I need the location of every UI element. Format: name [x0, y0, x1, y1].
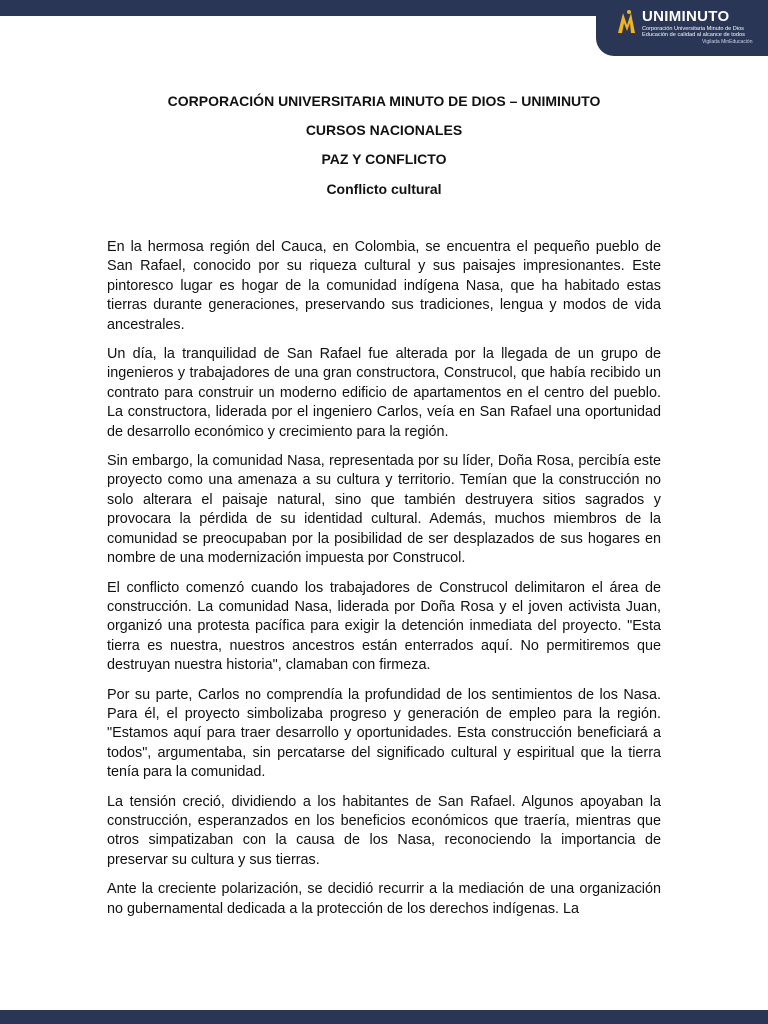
- paragraph: Ante la creciente polarización, se decidió recurrir a la mediación de una organización no gubernamental dedicada a la protección de los derechos indígenas. La: [107, 881, 661, 917]
- heading-institution: CORPORACIÓN UNIVERSITARIA MINUTO DE DIOS – UNIMINUTO: [167, 93, 601, 109]
- paragraph: Por su parte, Carlos no comprendía la profundidad de los sentimientos de los Nasa. Para él, el proyecto simbolizaba progreso y generación de empleo para la región. "Estamos aquí para traer desarrollo y oportunidades. Esta construcción beneficiará a todos", argumentaba, sin percatarse del significado cultural y espiritual que la tierra tenía para la comunidad.: [107, 686, 661, 781]
- paragraph: El conflicto comenzó cuando los trabajadores de Construcol delimitaron el área de construcción. La comunidad Nasa, liderada por Doña Rosa y el joven activista Juan, organizó una protesta pacífica para exigir la detención inmediata del proyecto. "Esta tierra es nuestra, nuestros ancestros están enterrados aquí. No permitiremos que destruyan nuestra historia", clamaban con firmeza.: [107, 579, 661, 674]
- uniminuto-logo-icon: [618, 9, 640, 35]
- heading-program: CURSOS NACIONALES: [305, 122, 463, 138]
- logo-tagline-3: Vigilada MinEducación: [702, 39, 753, 45]
- logo-tagline-1: Corporación Universitaria Minuto de Dios: [642, 26, 744, 32]
- logo-wordmark: UNIMINUTO: [642, 8, 730, 25]
- paragraph: La tensión creció, dividiendo a los habitantes de San Rafael. Algunos apoyaban la construcción, esperanzados en los beneficios económicos que traería, mientras que otros simpatizaban con la causa de los Nasa, reconociendo la importancia de preservar su cultura y sus tierras.: [107, 793, 661, 868]
- paragraph: Un día, la tranquilidad de San Rafael fue alterada por la llegada de un grupo de ingenieros y trabajadores de una gran constructora, Construcol, que había recibido un contrato para construir un moderno edificio de apartamentos en el centro del pueblo. La constructora, liderada por el ingeniero Carlos, veía en San Rafael una oportunidad de desarrollo económico y crecimiento para la región.: [107, 346, 661, 440]
- heading-course: PAZ Y CONFLICTO: [321, 151, 447, 167]
- heading-topic: Conflicto cultural: [326, 181, 442, 197]
- paragraph: Sin embargo, la comunidad Nasa, representada por su líder, Doña Rosa, percibía este proyecto como una amenaza a su cultura y territorio. Temían que la construcción no solo alterara el paisaje natural, sino que también destruyera sitios sagrados y provocara la pérdida de su identidad cultural. Además, muchos miembros de la comunidad se preocupaban por la posibilidad de ser desplazados de sus hogares en nombre de una modernización impuesta por Construcol.: [107, 453, 661, 567]
- uniminuto-logo-tab: [596, 0, 768, 56]
- paragraph: En la hermosa región del Cauca, en Colombia, se encuentra el pequeño pueblo de San Rafael, conocido por su riqueza cultural y sus paisajes impresionantes. Este pintoresco lugar es hogar de la comunidad indígena Nasa, que ha habitado estas tierras durante generaciones, preservando sus tradiciones, lengua y modos de vida ancestrales.: [107, 239, 661, 333]
- logo-tagline-2: Educación de calidad al alcance de todos: [642, 32, 745, 38]
- bottom-footer-band: [0, 1010, 768, 1024]
- document-body: [107, 238, 661, 929]
